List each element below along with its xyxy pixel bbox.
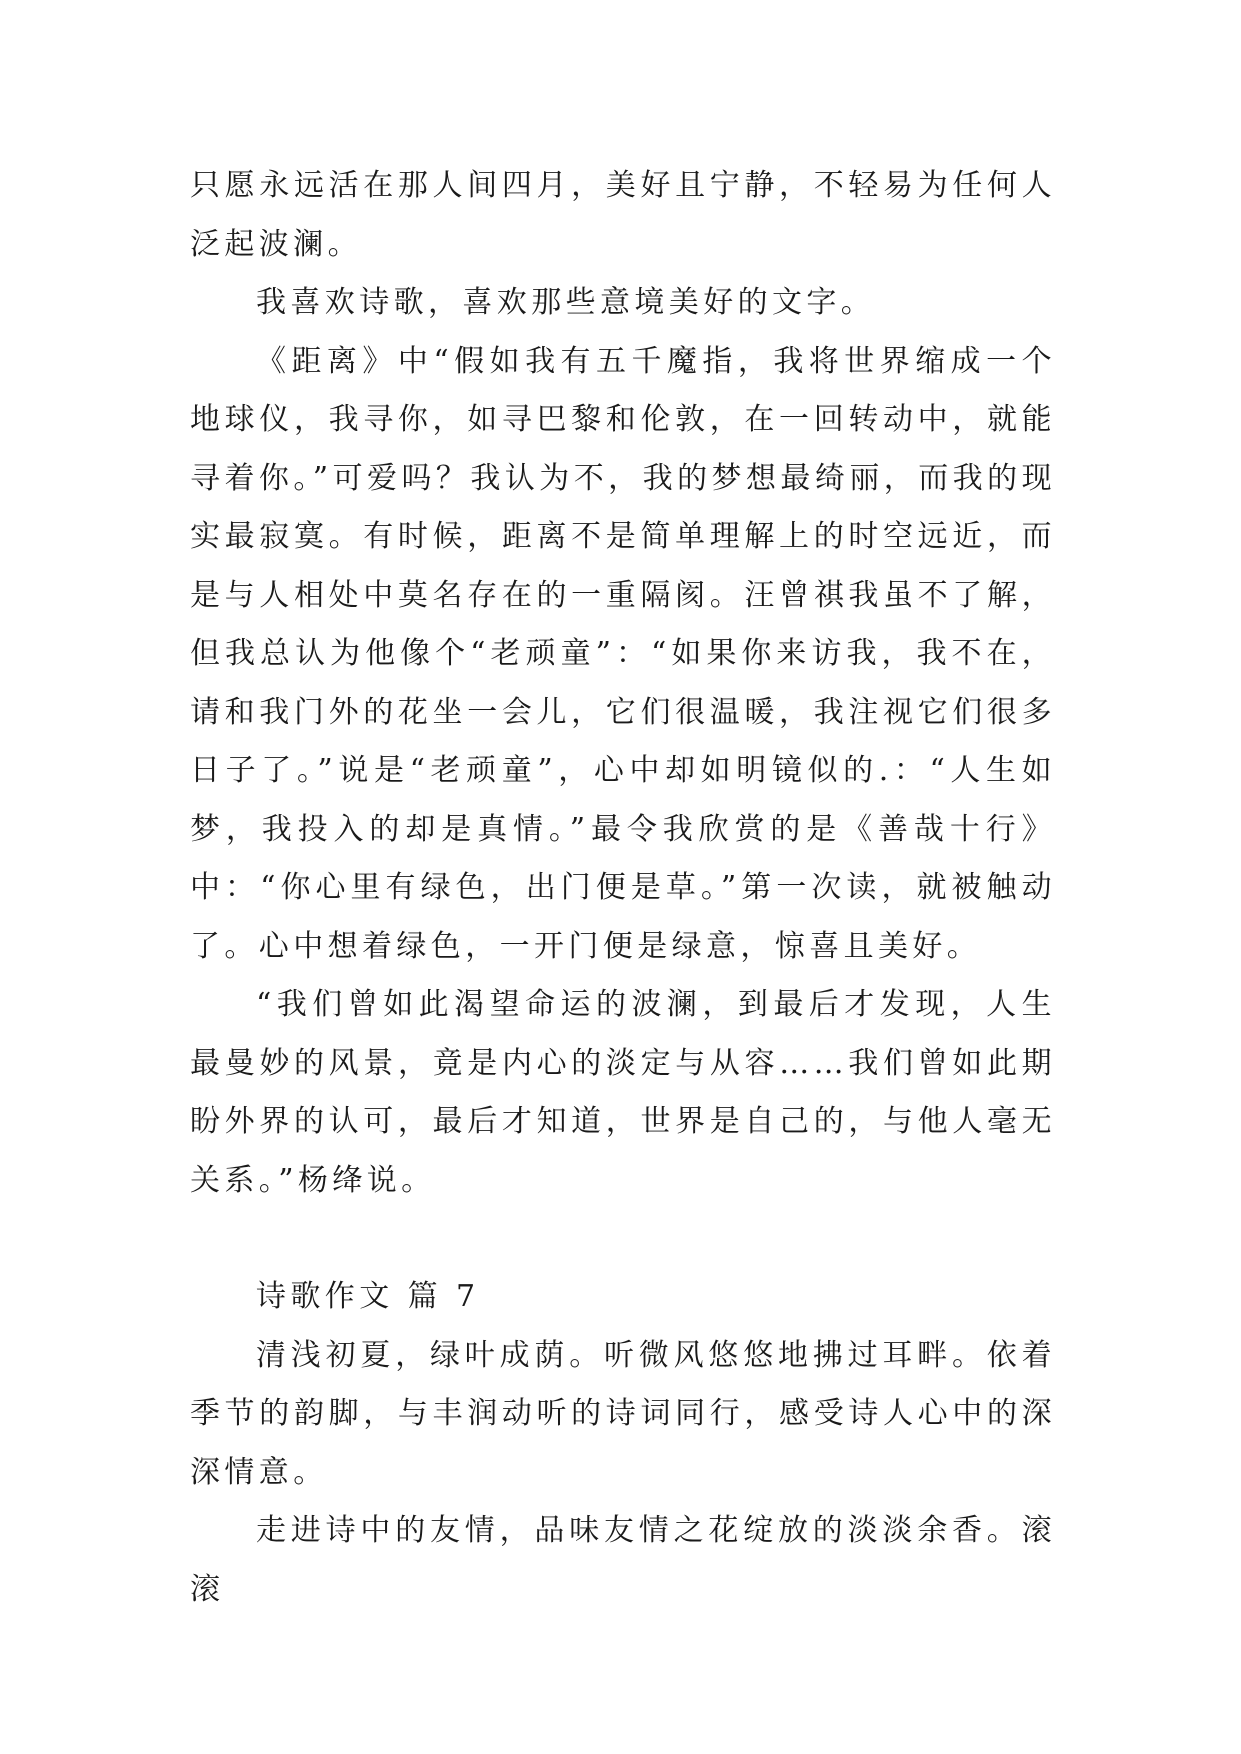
section-heading [190,1268,1056,1327]
section-gap [190,1210,1056,1268]
paragraph-6: 走进诗中的友情，品味友情之花绽放的淡淡余香。滚滚 [190,1513,1056,1607]
paragraph-4: “我们曾如此渴望命运的波澜，到最后才发现，人生最曼妙的风景，竟是内心的淡定与从容……我们曾如此期盼外界的认可，最后才知道，世界是自己的，与他人毫无关系。”杨绛说。 [190,987,1056,1198]
section-title: 诗歌作文 [256,1279,394,1314]
document-page [190,157,1056,1619]
paragraph-3: 《距离》中“假如我有五千魔指，我将世界缩成一个地球仪，我寻你，如寻巴黎和伦敦，在一回转动中，就能寻着你。”可爱吗？我认为不，我的梦想最绮丽，而我的现实最寂寞。有时候，距离不是简单理解上的时空远近，而是与人相处中莫名存在的一重隔阂。汪曾祺我虽不了解，但我总认为他像个“老顽童”：“如果你来访我，我不在，请和我门外的花坐一会儿，它们很温暖，我注视它们很多日子了。”说是“老顽童”，心中却如明镜似的.：“人生如梦，我投入的却是真情。”最令我欣赏的是《善哉十行》中：“你心里有绿色，出门便是草。”第一次读，就被触动了。心中想着绿色，一开门便是绿意，惊喜且美好。 [190,343,1056,964]
section-number: 篇 7 [407,1279,480,1314]
paragraph-1: 只愿永远活在那人间四月，美好且宁静，不轻易为任何人泛起波澜。 [190,168,1056,262]
paragraph-5: 清浅初夏，绿叶成荫。听微风悠悠地拂过耳畔。依着季节的韵脚，与丰润动听的诗词同行，感受诗人心中的深深情意。 [190,1337,1056,1490]
paragraph-2: 我喜欢诗歌，喜欢那些意境美好的文字。 [256,285,876,320]
